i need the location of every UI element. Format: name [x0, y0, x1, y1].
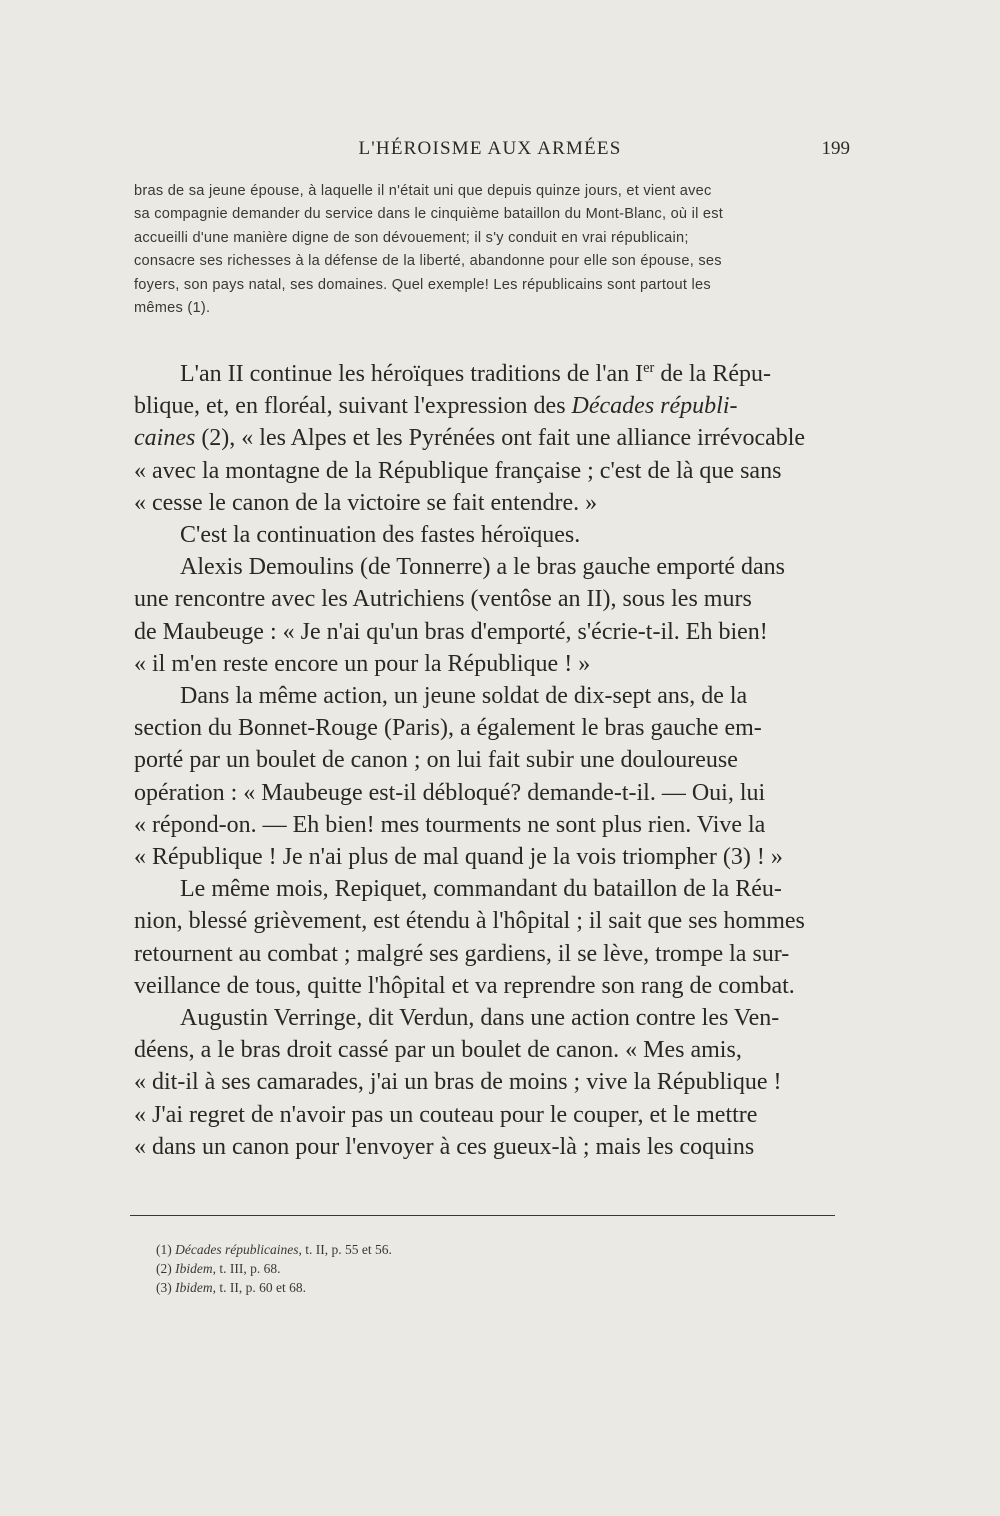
text-line: « J'ai regret de n'avoir pas un couteau pour le couper, et le mettre — [134, 1101, 758, 1128]
quote-line — [134, 180, 842, 203]
quote-line: foyers, son pays natal, ses domaines. Quel exemple! Les républicains sont partout les — [134, 276, 711, 293]
text-span: L'an II continue les héroïques traditions de l'an I — [180, 361, 644, 387]
text-line: veillance de tous, quitte l'hôpital et va reprendre son rang de combat. — [134, 972, 795, 999]
footnote-ref: , t. II, p. 55 et 56. — [298, 1242, 392, 1257]
text-line — [134, 358, 842, 390]
text-line: Dans la même action, un jeune soldat de dix-sept ans, de la — [180, 683, 748, 710]
quote-line: mêmes (1). — [134, 300, 211, 317]
text-line: porté par un boulet de canon ; on lui fait subir une douloureuse — [134, 747, 738, 774]
footnote-title: Ibidem — [175, 1280, 213, 1295]
footnote-number: (1) — [156, 1242, 176, 1257]
quote-line: accueilli d'une manière digne de son dévouement; il s'y conduit en vrai républicain; — [134, 229, 689, 246]
text-line: de Maubeuge : « Je n'ai qu'un bras d'emporté, s'écrie-t-il. Eh bien! — [134, 618, 768, 645]
italic-title: caines — [134, 425, 196, 452]
text-line: Alexis Demoulins (de Tonnerre) a le bras gauche emporté dans — [180, 554, 786, 581]
quote-line: sa compagnie demander du service dans le cinquième bataillon du Mont-Blanc, où il est — [134, 206, 724, 223]
text-line: retournent au combat ; malgré ses gardiens, il se lève, trompe la sur- — [134, 940, 790, 967]
text-line: « il m'en reste encore un pour la République ! » — [134, 650, 591, 677]
text-line: « dans un canon pour l'envoyer à ces gueux-là ; mais les coquins — [134, 1133, 755, 1160]
page-header — [130, 138, 850, 164]
text-line: opération : « Maubeuge est-il débloqué? demande-t-il. — Oui, lui — [134, 779, 766, 806]
text-line: « cesse le canon de la victoire se fait entendre. » — [134, 489, 598, 516]
footnote-1 — [156, 1240, 392, 1259]
text-line: « avec la montagne de la République française ; c'est de là que sans — [134, 457, 782, 484]
footnotes — [156, 1240, 392, 1297]
quote-line: consacre ses richesses à la défense de la liberté, abandonne pour elle son épouse, ses — [134, 253, 722, 270]
footnote-ref: , t. III, p. 68. — [212, 1261, 281, 1276]
text-line: « dit-il à ses camarades, j'ai un bras de moins ; vive la République ! — [134, 1069, 782, 1096]
footnote-2 — [156, 1259, 392, 1278]
text-line: section du Bonnet-Rouge (Paris), a également le bras gauche em- — [134, 715, 762, 742]
text-line: Le même mois, Repiquet, commandant du bataillon de la Réu- — [180, 876, 782, 903]
superscript: er — [643, 360, 655, 376]
quote-line-text: bras de sa jeune épouse, à laquelle il n'était uni que depuis quinze jours, et vient avec — [134, 183, 712, 199]
footnote-title: Ibidem — [175, 1261, 213, 1276]
main-text — [134, 358, 842, 1163]
text-span: (2), « les Alpes et les Pyrénées ont fait une alliance irrévocable — [195, 425, 806, 452]
footnote-number: (2) — [156, 1261, 176, 1276]
text-span: blique, et, en floréal, suivant l'expression des — [134, 393, 572, 420]
footnote-number: (3) — [156, 1280, 176, 1295]
text-line: Augustin Verringe, dit Verdun, dans une action contre les Ven- — [180, 1005, 780, 1032]
footnote-ref: , t. II, p. 60 et 68. — [212, 1280, 306, 1295]
footnote-title: Décades républicaines — [175, 1242, 299, 1257]
text-line: une rencontre avec les Autrichiens (ventôse an II), sous les murs — [134, 586, 752, 613]
quoted-passage — [134, 180, 842, 320]
footnote-3 — [156, 1278, 392, 1297]
running-title: L'HÉROISME AUX ARMÉES — [358, 138, 622, 159]
text-span: de la Répu- — [654, 361, 771, 387]
text-line — [134, 390, 842, 422]
text-line — [134, 422, 842, 454]
italic-title: Décades républi- — [571, 393, 738, 420]
text-line: C'est la continuation des fastes héroïques. — [180, 522, 581, 549]
footnote-separator — [130, 1215, 835, 1216]
text-line: nion, blessé grièvement, est étendu à l'hôpital ; il sait que ses hommes — [134, 908, 805, 935]
text-line: « République ! Je n'ai plus de mal quand je la vois triompher (3) ! » — [134, 844, 783, 871]
page-number: 199 — [821, 138, 850, 159]
text-line: déens, a le bras droit cassé par un boulet de canon. « Mes amis, — [134, 1037, 742, 1064]
text-line: « répond-on. — Eh bien! mes tourments ne sont plus rien. Vive la — [134, 811, 766, 838]
